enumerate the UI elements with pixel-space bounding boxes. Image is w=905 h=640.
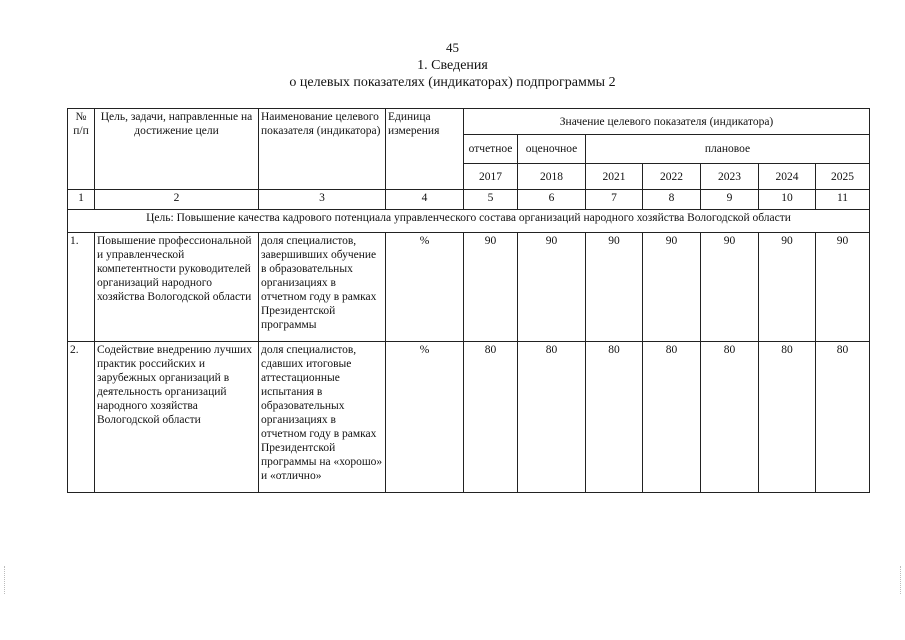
column-number: 10 [759, 190, 816, 210]
header-year: 2018 [518, 164, 586, 190]
header-unit: Единица измерения [386, 109, 464, 190]
scan-edge-marks-left [4, 566, 8, 594]
header-num: № п/п [68, 109, 95, 190]
row-indicator: доля специалистов, сдавших итоговые аттестационные испытания в образовательных организациях в отчетном году в рамках Президентской программы на «хорошо» и «отлично» [259, 342, 386, 493]
header-goal: Цель, задачи, направленные на достижение цели [95, 109, 259, 190]
title-line-2: о целевых показателях (индикаторах) подпрограммы 2 [289, 75, 616, 90]
row-value: 80 [586, 342, 643, 493]
header-year: 2024 [759, 164, 816, 190]
row-value: 90 [643, 233, 701, 342]
row-num: 2. [68, 342, 95, 493]
header-estimated: оценочное [518, 135, 586, 164]
table-row [68, 233, 870, 342]
column-number: 7 [586, 190, 643, 210]
row-value: 80 [518, 342, 586, 493]
header-year: 2017 [464, 164, 518, 190]
header-year: 2022 [643, 164, 701, 190]
column-number: 9 [701, 190, 759, 210]
scan-edge-marks-right [897, 566, 901, 594]
column-number: 11 [816, 190, 870, 210]
row-value: 80 [759, 342, 816, 493]
row-unit: % [386, 233, 464, 342]
header-value: Значение целевого показателя (индикатора) [464, 109, 870, 135]
header-year: 2023 [701, 164, 759, 190]
row-value: 90 [586, 233, 643, 342]
row-num: 1. [68, 233, 95, 342]
header-year: 2025 [816, 164, 870, 190]
header-indicator-name: Наименование целевого показателя (индикатора) [259, 109, 386, 190]
column-number: 1 [68, 190, 95, 210]
row-value: 90 [518, 233, 586, 342]
row-value: 90 [816, 233, 870, 342]
goal-row [68, 210, 870, 233]
column-number: 2 [95, 190, 259, 210]
title-line-1: 1. Сведения [417, 58, 488, 73]
table-row [68, 342, 870, 493]
row-value: 80 [816, 342, 870, 493]
row-value: 80 [701, 342, 759, 493]
row-value: 80 [643, 342, 701, 493]
column-number: 6 [518, 190, 586, 210]
goal-text: Цель: Повышение качества кадрового потенциала управленческого состава организаций народного хозяйства Вологодской области [68, 210, 870, 233]
header-year: 2021 [586, 164, 643, 190]
row-task: Содействие внедрению лучших практик российских и зарубежных организаций в деятельность организаций народного хозяйства Вологодской области [95, 342, 259, 493]
row-value: 90 [464, 233, 518, 342]
column-numbers-row [68, 190, 870, 210]
column-number: 3 [259, 190, 386, 210]
row-indicator: доля специалистов, завершивших обучение в образовательных организациях в отчетном году в рамках Президентской программы [259, 233, 386, 342]
column-number: 8 [643, 190, 701, 210]
column-number: 5 [464, 190, 518, 210]
row-value: 80 [464, 342, 518, 493]
row-value: 90 [701, 233, 759, 342]
indicators-table [67, 108, 870, 493]
row-unit: % [386, 342, 464, 493]
row-value: 90 [759, 233, 816, 342]
header-reported: отчетное [464, 135, 518, 164]
page-number: 45 [446, 40, 459, 55]
header-planned: плановое [586, 135, 870, 164]
document-title [0, 57, 905, 91]
row-task: Повышение профессиональной и управленческой компетентности руководителей организаций народного хозяйства Вологодской области [95, 233, 259, 342]
column-number: 4 [386, 190, 464, 210]
